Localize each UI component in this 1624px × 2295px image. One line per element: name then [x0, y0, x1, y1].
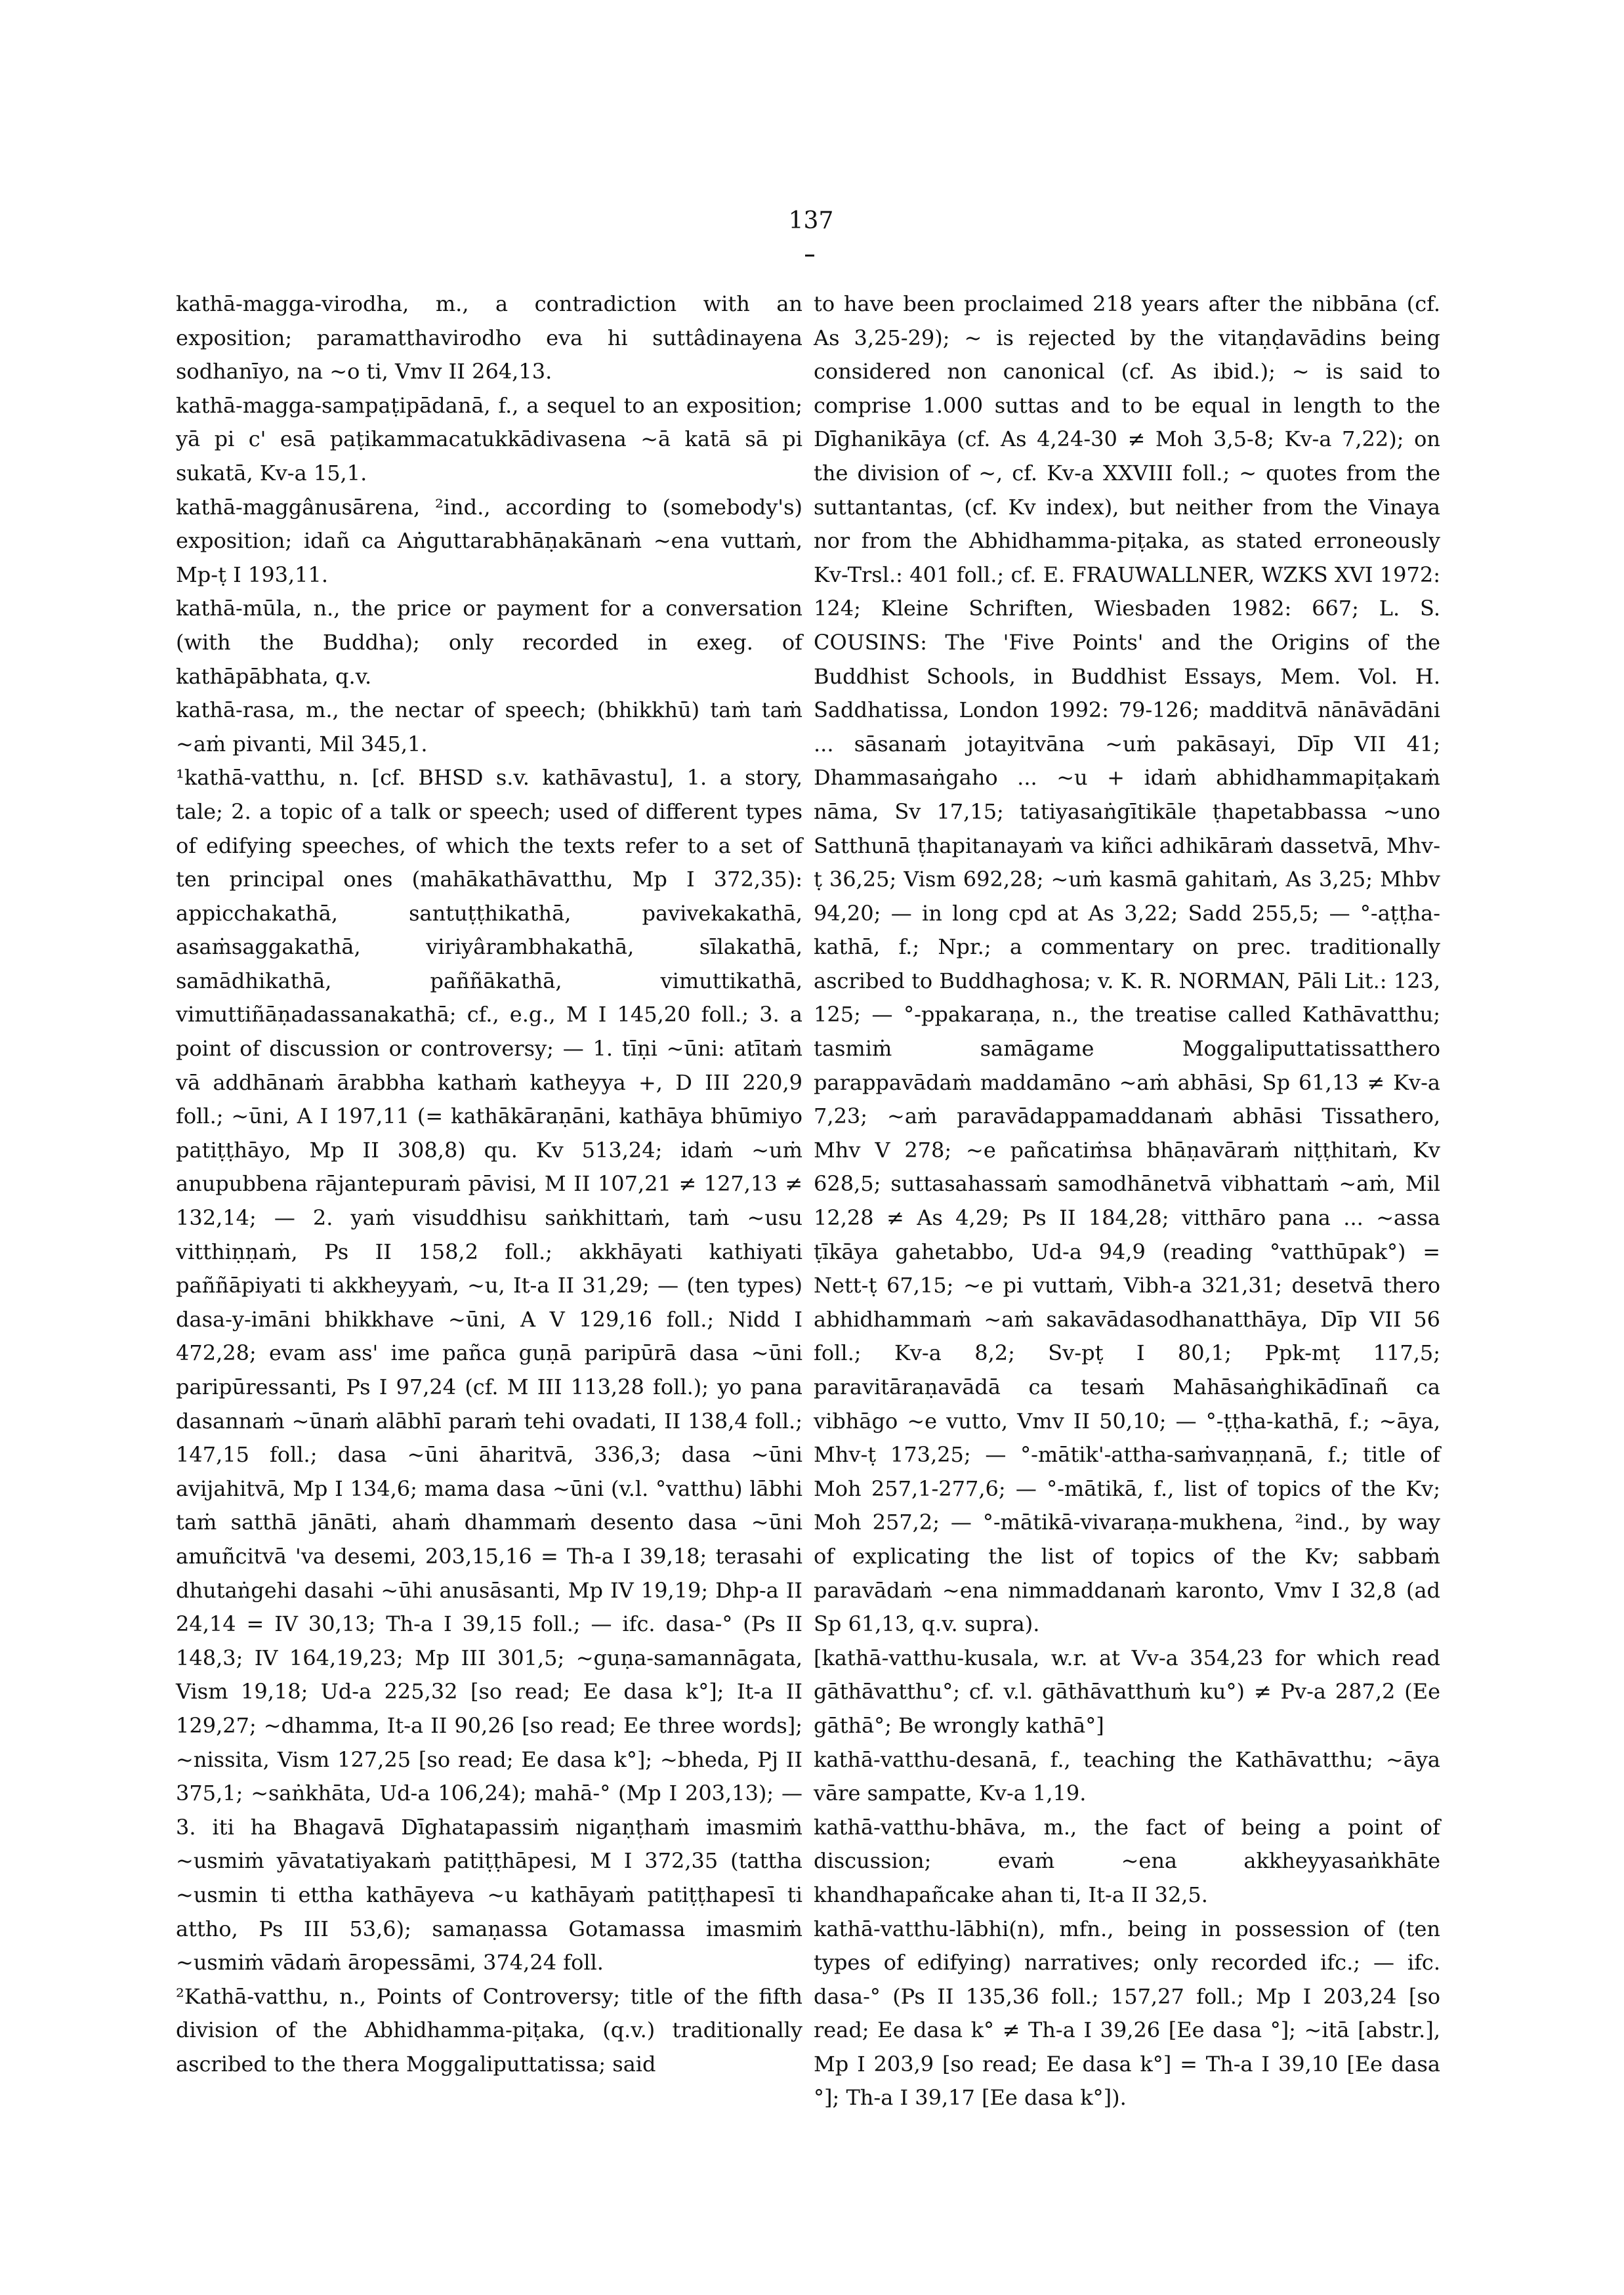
entry-katha-vatthu-2: ²Kathā-vatthu, n., Points of Controversy; title of the fifth division of the Abhidhamma-piṭaka, (q.v.) traditionally ascribed to the thera Moggaliputtatissa; said [176, 1983, 802, 2077]
page-number: 137 [788, 207, 834, 234]
entry-katha-vatthu-kusala: [kathā-vatthu-kusala, w.r. at Vv-a 354,23 for which read gāthāvatthu°; cf. v.l. gāthāvatthuṁ ku°) ≠ Pv-a 287,2 (Ee gāthā°; Be wrongly kathā°] [814, 1645, 1440, 1738]
left-column [176, 287, 802, 2081]
entry-katha-rasa: kathā-rasa, m., the nectar of speech; (bhikkhū) taṁ taṁ ~aṁ pivanti, Mil 345,1. [176, 697, 802, 756]
entry-katha-vatthu-1: ¹kathā-vatthu, n. [cf. BHSD s.v. kathāvastu], 1. a story, tale; 2. a topic of a talk or speech; used of different types of edifying speeches, of which the texts refer to a set of ten principal ones (mahākathāvatthu, Mp I 372,35): appicchakathā, santuṭṭhikathā, pavivekakathā, asaṁsaggakathā, viriyârambhakathā, sīlakathā, samādhikathā, paññākathā, vimuttikathā, vimuttiñāṇadassanakathā; cf., e.g., M I 145,20 foll.; 3. a point of discussion or controversy; — 1. tīṇi ~ūni: atītaṁ vā addhānaṁ ārabbha kathaṁ katheyya +, D III 220,9 foll.; ~ūni, A I 197,11 (= kathākāraṇāni, kathāya bhūmiyo patiṭṭhāyo, Mp II 308,8) qu. Kv 513,24; idaṁ ~uṁ anupubbena rājantepuraṁ pāvisi, M II 107,21 ≠ 127,13 ≠ 132,14; — 2. yaṁ visuddhisu saṅkhittaṁ, taṁ ~usu vitthiṇṇaṁ, Ps II 158,2 foll.; akkhāyati kathiyati paññāpiyati ti akkheyyaṁ, ~u, It-a II 31,29; — (ten types) dasa-y-imāni bhikkhave ~ūni, A V 129,16 foll.; Nidd I 472,28; evam ass' ime pañca guṇā paripūrā dasa ~ūni paripūressanti, Ps I 97,24 (cf. M III 113,28 foll.); yo pana dasannaṁ ~ūnaṁ alābhī paraṁ tehi ovadati, II 138,4 foll.; 147,15 foll.; dasa ~ūni āharitvā, 336,3; dasa ~ūni avijahitvā, Mp I 134,6; mama dasa ~ūni (v.l. °vatthu) lābhi taṁ satthā jānāti, ahaṁ dhammaṁ desento dasa ~ūni amuñcitvā 'va desemi, 203,15,16 = Th-a I 39,18; terasahi dhutaṅgehi dasahi ~ūhi anusāsanti, Mp IV 19,19; Dhp-a II 24,14 = IV 30,13; Th-a I 39,15 foll.; — ifc. dasa-° (Ps II 148,3; IV 164,19,23; Mp III 301,5; ~guṇa-samannāgata, Vism 19,18; Ud-a 225,32 [so read; Ee dasa k°]; It-a II 129,27; ~dhamma, It-a II 90,26 [so read; Ee three words]; ~nissita, Vism 127,25 [so read; Ee dasa k°]; ~bheda, Pj II 375,1; ~saṅkhāta, Ud-a 106,24); mahā-° (Mp I 203,13); — 3. iti ha Bhagavā Dīghatapassiṁ nigaṇṭhaṁ imasmiṁ ~usmiṁ yāvatatiyakaṁ patiṭṭhāpesi, M I 372,35 (tattha ~usmin ti ettha kathāyeva ~u kathāyaṁ patiṭṭhapesī ti attho, Ps III 53,6); samaṇassa Gotamassa imasmiṁ ~usmiṁ vādaṁ āropessāmi, 374,24 foll. [176, 765, 802, 1975]
page-number-separator [805, 255, 814, 257]
entry-katha-magga-virodha: kathā-magga-virodha, m., a contradiction with an exposition; paramatthavirodho eva hi suttâdinayena sodhanīyo, na ~o ti, Vmv II 264,13. [176, 291, 802, 384]
entry-katha-magga-sampatipadana: kathā-magga-sampaṭipādanā, f., a sequel to an exposition; yā pi c' esā paṭikammacatukkādivasena ~ā katā sā pi sukatā, Kv-a 15,1. [176, 392, 802, 486]
entry-katha-magganusarena: kathā-maggânusārena, ²ind., according to (somebody's) exposition; idañ ca Aṅguttarabhāṇakānaṁ ~ena vuttaṁ, Mp-ṭ I 193,11. [176, 494, 802, 587]
entry-katha-mula: kathā-mūla, n., the price or payment for a conversation (with the Buddha); only recorded in exeg. of kathāpābhata, q.v. [176, 596, 802, 689]
entry-katha-vatthu-desana: kathā-vatthu-desanā, f., teaching the Kathāvatthu; ~āya vāre sampatte, Kv-a 1,19. [814, 1747, 1440, 1806]
entry-katha-vatthu-labhin: kathā-vatthu-lābhi(n), mfn., being in possession of (ten types of edifying) narratives; only recorded ifc.; — ifc. dasa-° (Ps II 135,36 foll.; 157,27 foll.; Mp I 203,24 [so read; Ee dasa k° ≠ Th-a I 39,26 [Ee dasa °]; ~itā [abstr.], Mp I 203,9 [so read; Ee dasa k°] = Th-a I 39,10 [Ee dasa °]; Th-a I 39,17 [Ee dasa k°]). [814, 1916, 1440, 2111]
entry-katha-vatthu-bhava: kathā-vatthu-bhāva, m., the fact of being a point of discussion; evaṁ ~ena akkheyyasaṅkhāte khandhapañcake ahan ti, It-a II 32,5. [814, 1814, 1440, 1907]
right-column [814, 287, 1440, 2115]
entry-katha-vatthu-2-continued: to have been proclaimed 218 years after the nibbāna (cf. As 3,25-29); ~ is rejected by the vitaṇḍavādins being considered non canonical (cf. As ibid.); ~ is said to comprise 1.000 suttas and to be equal in length to the Dīghanikāya (cf. As 4,24-30 ≠ Moh 3,5-8; Kv-a 7,22); on the division of ~, cf. Kv-a XXVIII foll.; ~ quotes from the suttantantas, (cf. Kv index), but neither from the Vinaya nor from the Abhidhamma-piṭaka, as stated erroneously Kv-Trsl.: 401 foll.; cf. E. FRAUWALLNER, WZKS XVI 1972: 124; Kleine Schriften, Wiesbaden 1982: 667; L. S. COUSINS: The 'Five Points' and the Origins of the Buddhist Schools, in Buddhist Essays, Mem. Vol. H. Saddhatissa, London 1992: 79-126; madditvā nānāvādāni ... sāsanaṁ jotayitvāna ~uṁ pakāsayi, Dīp VII 41; Dhammasaṅgaho ... ~u + idaṁ abhidhammapiṭakaṁ nāma, Sv 17,15; tatiyasaṅgītikāle ṭhapetabbassa ~uno Satthunā ṭhapitanayaṁ va kiñci adhikāraṁ dassetvā, Mhv-ṭ 36,25; Vism 692,28; ~uṁ kasmā gahitaṁ, As 3,25; Mhbv 94,20; — in long cpd at As 3,22; Sadd 255,5; — °-aṭṭha-kathā, f.; Npr.; a commentary on prec. traditionally ascribed to Buddhaghosa; v. K. R. NORMAN, Pāli Lit.: 123, 125; — °-ppakaraṇa, n., the treatise called Kathāvatthu; tasmiṁ samāgame Moggaliputtatissatthero parappavādaṁ maddamāno ~aṁ abhāsi, Sp 61,13 ≠ Kv-a 7,23; ~aṁ paravādappamaddanaṁ abhāsi Tissathero, Mhv V 278; ~e pañcatiṁsa bhāṇavāraṁ niṭṭhitaṁ, Kv 628,5; suttasahassaṁ samodhānetvā vibhattaṁ ~aṁ, Mil 12,28 ≠ As 4,29; Ps II 184,28; vitthāro pana ... ~assa ṭīkāya gahetabbo, Ud-a 94,9 (reading °vatthūpak°) = Nett-ṭ 67,15; ~e pi vuttaṁ, Vibh-a 321,31; desetvā thero abhidhammaṁ ~aṁ sakavādasodhanatthāya, Dīp VII 56 foll.; Kv-a 8,2; Sv-pṭ I 80,1; Ppk-mṭ 117,5; paravitāraṇavādā ca tesaṁ Mahāsaṅghikādīnañ ca vibhāgo ~e vutto, Vmv II 50,10; — °-ṭṭha-kathā, f.; ~āya, Mhv-ṭ 173,25; — °-mātik'-attha-saṁvaṇṇanā, f.; title of Moh 257,1-277,6; — °-mātikā, f., list of topics of the Kv; Moh 257,2; — °-mātikā-vivaraṇa-mukhena, ²ind., by way of explicating the list of topics of the Kv; sabbaṁ paravādaṁ ~ena nimmaddanaṁ karonto, Vmv I 32,8 (ad Sp 61,13, q.v. supra). [814, 291, 1440, 1637]
